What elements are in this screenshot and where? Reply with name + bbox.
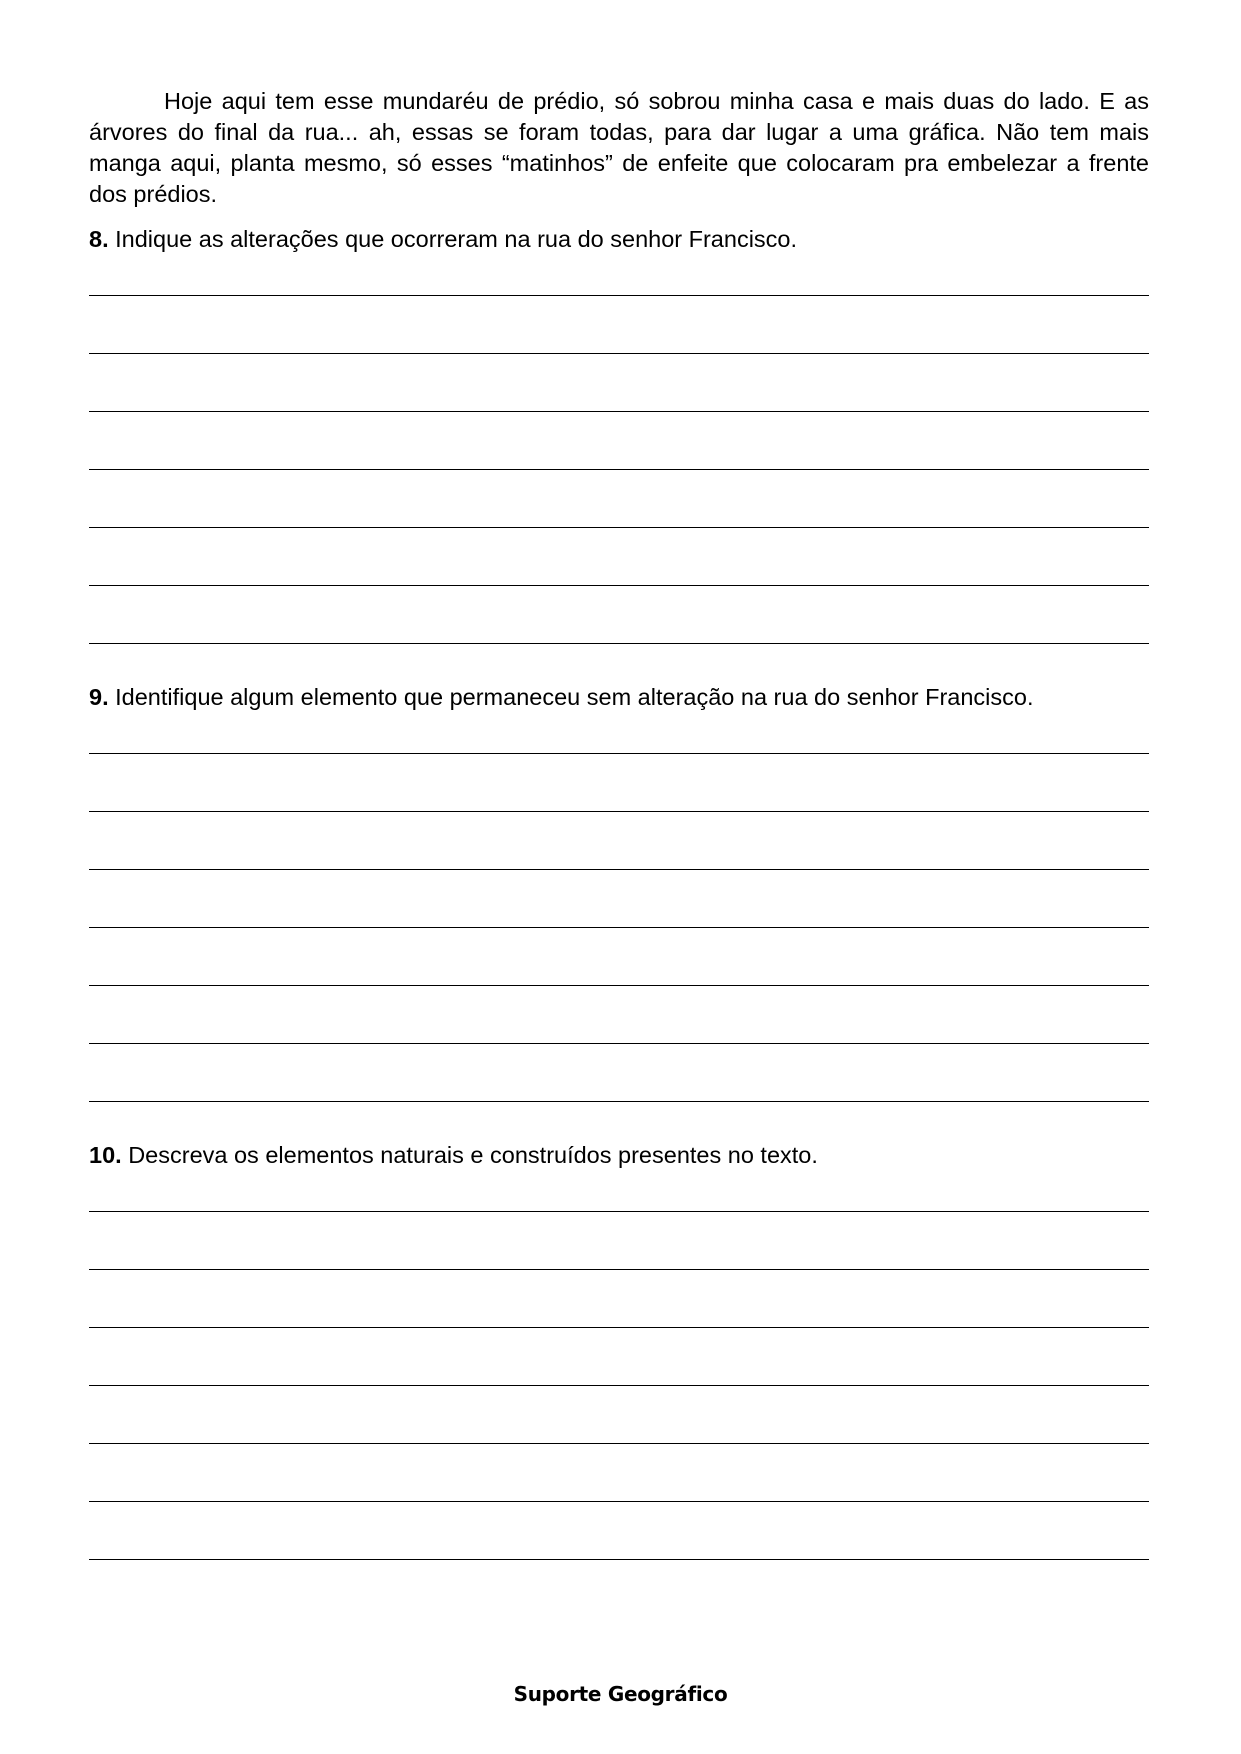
question-text: Indique as alterações que ocorreram na rua do senhor Francisco. bbox=[115, 226, 798, 252]
question-number: 10. bbox=[89, 1142, 122, 1168]
answer-area-9[interactable] bbox=[89, 713, 1149, 1102]
answer-line[interactable] bbox=[89, 1444, 1149, 1502]
question-text: Descreva os elementos naturais e construídos presentes no texto. bbox=[128, 1142, 818, 1168]
answer-line[interactable] bbox=[89, 986, 1149, 1044]
answer-line[interactable] bbox=[89, 528, 1149, 586]
answer-line[interactable] bbox=[89, 412, 1149, 470]
passage-paragraph: Hoje aqui tem esse mundaréu de prédio, só sobrou minha casa e mais duas do lado. E as árvores do final da rua... ah, essas se foram todas, para dar lugar a uma gráfica. Não tem mais manga aqui, planta mesmo, só esses “matinhos” de enfeite que colocaram pra embelezar a frente dos prédios. bbox=[89, 88, 1149, 207]
answer-line[interactable] bbox=[89, 713, 1149, 754]
question-number: 8. bbox=[89, 226, 109, 252]
answer-line[interactable] bbox=[89, 1502, 1149, 1560]
worksheet-content bbox=[89, 86, 1149, 1560]
answer-line[interactable] bbox=[89, 870, 1149, 928]
answer-line[interactable] bbox=[89, 1328, 1149, 1386]
question-9 bbox=[89, 682, 1149, 713]
answer-line[interactable] bbox=[89, 1386, 1149, 1444]
answer-area-8[interactable] bbox=[89, 255, 1149, 644]
answer-line[interactable] bbox=[89, 1212, 1149, 1270]
answer-area-10[interactable] bbox=[89, 1171, 1149, 1560]
answer-line[interactable] bbox=[89, 296, 1149, 354]
answer-line[interactable] bbox=[89, 1044, 1149, 1102]
page-footer: Suporte Geográfico bbox=[513, 1682, 728, 1706]
question-number: 9. bbox=[89, 684, 109, 710]
answer-line[interactable] bbox=[89, 470, 1149, 528]
answer-line[interactable] bbox=[89, 586, 1149, 644]
answer-line[interactable] bbox=[89, 354, 1149, 412]
answer-line[interactable] bbox=[89, 1171, 1149, 1212]
question-text: Identifique algum elemento que permaneceu sem alteração na rua do senhor Francisco. bbox=[115, 684, 1034, 710]
question-8 bbox=[89, 224, 1149, 255]
answer-line[interactable] bbox=[89, 754, 1149, 812]
question-10 bbox=[89, 1140, 1149, 1171]
answer-line[interactable] bbox=[89, 255, 1149, 296]
answer-line[interactable] bbox=[89, 812, 1149, 870]
answer-line[interactable] bbox=[89, 1270, 1149, 1328]
answer-line[interactable] bbox=[89, 928, 1149, 986]
